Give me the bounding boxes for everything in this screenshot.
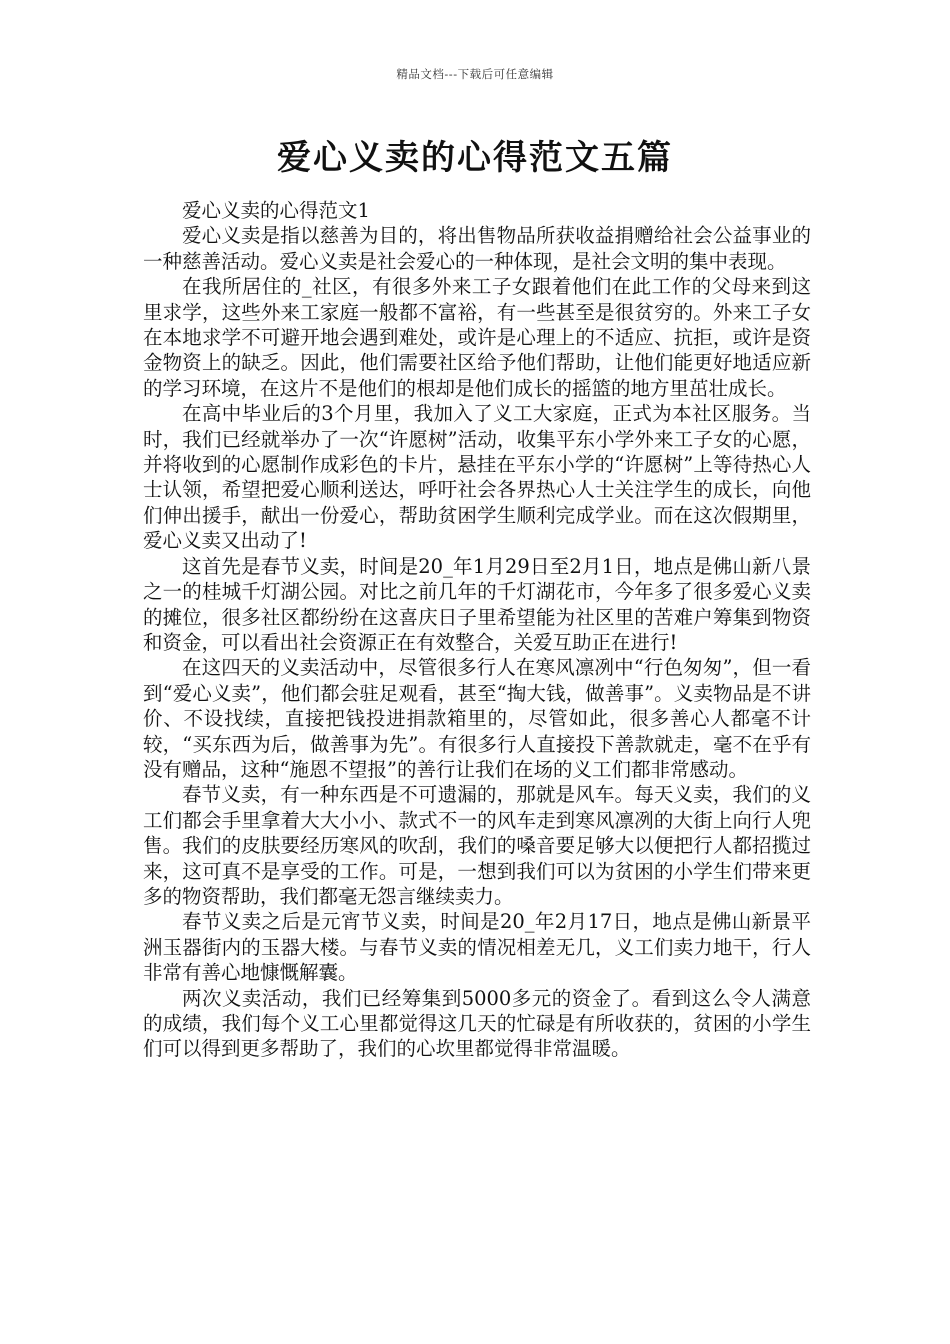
paragraph: 爱心义卖是指以慈善为目的，将出售物品所获收益捐赠给社会公益事业的一种慈善活动。爱心义卖是社会爱心的一种体现，是社会文明的集中表现。 [143,224,811,273]
section-heading: 爱心义卖的心得范文1 [182,199,370,222]
paragraph: 这首先是春节义卖，时间是20_年1月29日至2月1日，地点是佛山新八景之一的桂城千灯湖公园。对比之前几年的千灯湖花市，今年多了很多爱心义卖的摊位，很多社区都纷纷在这喜庆日子里希望能为社区里的苦难户筹集到物资和资金，可以看出社会资源正在有效整合，关爱互助正在进行! [143,554,811,654]
paragraph: 在我所居住的_社区，有很多外来工子女跟着他们在此工作的父母来到这里求学，这些外来工家庭一般都不富裕，有一些甚至是很贫穷的。外来工子女在本地求学不可避开地会遇到难处，或许是心理上的不适应、抗拒，或许是资金物资上的缺乏。因此，他们需要社区给予他们帮助，让他们能更好地适应新的学习环境，在这片不是他们的根却是他们成长的摇篮的地方里茁壮成长。 [143,275,811,400]
paragraph: 两次义卖活动，我们已经筹集到5000多元的资金了。看到这么令人满意的成绩，我们每个义工心里都觉得这几天的忙碌是有所收获的，贫困的小学生们可以得到更多帮助了，我们的心坎里都觉得非常温暖。 [143,986,811,1061]
header-note: 精品文档---下载后可任意编辑 [396,67,554,81]
paragraph: 在高中毕业后的3个月里，我加入了义工大家庭，正式为本社区服务。当时，我们已经就举办了一次“许愿树”活动，收集平东小学外来工子女的心愿，并将收到的心愿制作成彩色的卡片，悬挂在平东小学的“许愿树”上等待热心人士认领，希望把爱心顺利送达，呼吁社会各界热心人士关注学生的成长，向他们伸出援手，献出一份爱心，帮助贫困学生顺利完成学业。而在这次假期里，爱心义卖又出动了! [143,402,811,553]
paragraph: 春节义卖之后是元宵节义卖，时间是20_年2月17日，地点是佛山新景平洲玉器街内的玉器大楼。与春节义卖的情况相差无几，义工们卖力地干，行人非常有善心地慷慨解囊。 [143,910,811,985]
paragraph: 春节义卖，有一种东西是不可遗漏的，那就是风车。每天义卖，我们的义工们都会手里拿着大大小小、款式不一的风车走到寒风凛冽的大街上向行人兜售。我们的皮肤要经历寒风的吹刮，我们的嗓音要足够大以便把行人都招揽过来，这可真不是享受的工作。可是，一想到我们可以为贫困的小学生们带来更多的物资帮助，我们都毫无怨言继续卖力。 [143,783,811,908]
document-body [143,198,811,1062]
document-title: 爱心义卖的心得范文五篇 [277,138,673,178]
paragraph: 在这四天的义卖活动中，尽管很多行人在寒风凛冽中“行色匆匆”，但一看到“爱心义卖”，他们都会驻足观看，甚至“掏大钱，做善事”。义卖物品是不讲价、不设找续，直接把钱投进捐款箱里的，尽管如此，很多善心人都毫不计较，“买东西为后，做善事为先”。有很多行人直接投下善款就走，毫不在乎有没有赠品，这种“施恩不望报”的善行让我们在场的义工们都非常感动。 [143,656,811,781]
